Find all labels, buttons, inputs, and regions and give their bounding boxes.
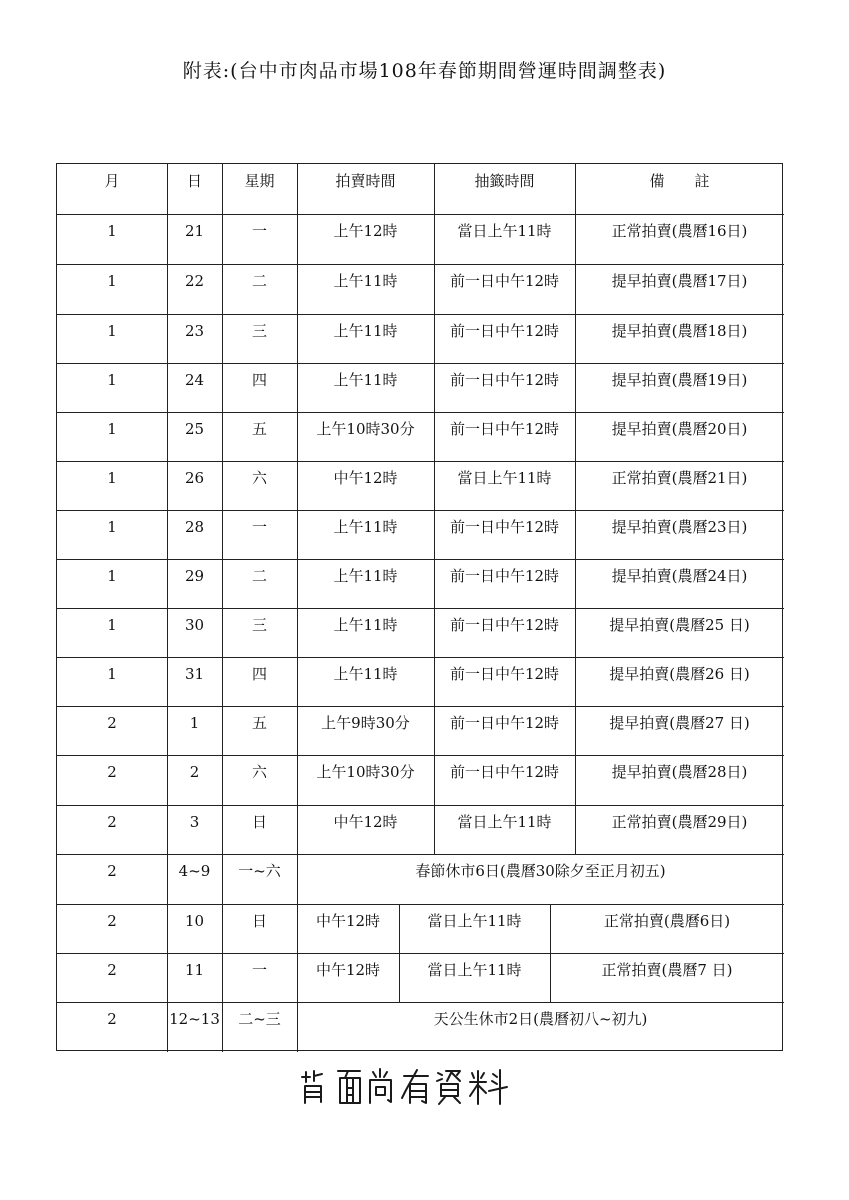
cell-day: 23 xyxy=(184,322,205,340)
cell-closure-note: 春節休市6日(農曆30除夕至正月初五) xyxy=(415,862,666,880)
cell-remark: 提早拍賣(農曆28日) xyxy=(611,763,748,781)
cell-day: 24 xyxy=(184,371,205,389)
cell-month: 2 xyxy=(107,912,117,930)
cell-day: 21 xyxy=(184,222,205,240)
schedule-table xyxy=(56,163,783,1051)
cell-weekday: 一 xyxy=(251,961,267,979)
cell-month: 1 xyxy=(107,371,117,389)
cell-draw-time: 前一日中午12時 xyxy=(449,272,560,290)
cell-remark: 提早拍賣(農曆20日) xyxy=(611,420,748,438)
cell-weekday: 六 xyxy=(251,763,267,781)
cell-weekday: 四 xyxy=(251,371,267,389)
cell-remark: 正常拍賣(農曆7 日) xyxy=(601,961,733,979)
cell-draw-time: 前一日中午12時 xyxy=(449,665,560,683)
cell-draw-time: 前一日中午12時 xyxy=(449,763,560,781)
cell-weekday: 三 xyxy=(251,322,267,340)
header-auction-time: 拍賣時間 xyxy=(335,172,396,190)
cell-draw-time: 當日上午11時 xyxy=(427,912,522,930)
cell-day: 12~13 xyxy=(169,1010,220,1028)
cell-weekday: 六 xyxy=(251,469,267,487)
cell-draw-time: 前一日中午12時 xyxy=(449,616,560,634)
cell-month: 2 xyxy=(107,714,117,732)
cell-draw-time: 當日上午11時 xyxy=(457,469,552,487)
cell-auction-time: 上午11時 xyxy=(333,665,398,683)
cell-month: 1 xyxy=(107,518,117,536)
cell-draw-time: 當日上午11時 xyxy=(457,813,552,831)
cell-month: 2 xyxy=(107,813,117,831)
cell-draw-time: 當日上午11時 xyxy=(427,961,522,979)
cell-auction-time: 上午11時 xyxy=(333,518,398,536)
cell-auction-time: 上午10時30分 xyxy=(316,763,415,781)
cell-remark: 正常拍賣(農曆29日) xyxy=(611,813,748,831)
cell-day: 2 xyxy=(189,763,200,781)
cell-month: 1 xyxy=(107,469,117,487)
cell-auction-time: 中午12時 xyxy=(333,813,398,831)
cell-weekday: 二~三 xyxy=(238,1010,281,1028)
header-month: 月 xyxy=(104,172,120,190)
cell-remark: 提早拍賣(農曆25 日) xyxy=(609,616,750,634)
cell-draw-time: 當日上午11時 xyxy=(457,222,552,240)
cell-weekday: 四 xyxy=(251,665,267,683)
cell-draw-time: 前一日中午12時 xyxy=(449,518,560,536)
cell-auction-time: 上午10時30分 xyxy=(316,420,415,438)
cell-remark: 提早拍賣(農曆18日) xyxy=(611,322,748,340)
cell-day: 22 xyxy=(184,272,205,290)
cell-auction-time: 上午9時30分 xyxy=(321,714,410,732)
header-weekday: 星期 xyxy=(244,172,275,190)
cell-month: 1 xyxy=(107,567,117,585)
cell-month: 1 xyxy=(107,322,117,340)
cell-day: 4~9 xyxy=(178,862,211,880)
handwritten-note xyxy=(300,1066,540,1106)
cell-auction-time: 上午12時 xyxy=(333,222,398,240)
cell-month: 2 xyxy=(107,862,117,880)
cell-remark: 正常拍賣(農曆21日) xyxy=(611,469,748,487)
cell-remark: 提早拍賣(農曆24日) xyxy=(611,567,748,585)
cell-month: 2 xyxy=(107,961,117,979)
cell-day: 1 xyxy=(189,714,200,732)
cell-month: 1 xyxy=(107,665,117,683)
cell-weekday: 三 xyxy=(251,616,267,634)
cell-auction-time: 上午11時 xyxy=(333,272,398,290)
cell-weekday: 二 xyxy=(251,272,267,290)
cell-weekday: 日 xyxy=(251,912,267,930)
cell-weekday: 一~六 xyxy=(238,862,281,880)
cell-month: 1 xyxy=(107,272,117,290)
cell-auction-time: 上午11時 xyxy=(333,616,398,634)
cell-auction-time: 上午11時 xyxy=(333,322,398,340)
cell-day: 26 xyxy=(184,469,205,487)
cell-weekday: 二 xyxy=(251,567,267,585)
cell-auction-time: 中午12時 xyxy=(315,961,381,979)
header-day: 日 xyxy=(186,172,202,190)
cell-day: 31 xyxy=(184,665,205,683)
cell-auction-time: 中午12時 xyxy=(315,912,381,930)
cell-month: 1 xyxy=(107,420,117,438)
header-remarks: 備 註 xyxy=(649,172,710,190)
document-title: 附表:(台中市肉品市場108年春節期間營運時間調整表) xyxy=(182,60,667,82)
cell-month: 2 xyxy=(107,763,117,781)
cell-draw-time: 前一日中午12時 xyxy=(449,371,560,389)
cell-remark: 提早拍賣(農曆17日) xyxy=(611,272,748,290)
cell-remark: 提早拍賣(農曆19日) xyxy=(611,371,748,389)
cell-day: 30 xyxy=(184,616,205,634)
cell-day: 25 xyxy=(184,420,205,438)
cell-day: 29 xyxy=(184,567,205,585)
cell-remark: 提早拍賣(農曆23日) xyxy=(611,518,748,536)
cell-weekday: 五 xyxy=(251,420,267,438)
cell-auction-time: 中午12時 xyxy=(333,469,398,487)
cell-day: 3 xyxy=(189,813,200,831)
cell-month: 1 xyxy=(107,222,117,240)
cell-remark: 提早拍賣(農曆27 日) xyxy=(609,714,750,732)
cell-day: 10 xyxy=(184,912,205,930)
cell-remark: 提早拍賣(農曆26 日) xyxy=(609,665,750,683)
cell-weekday: 一 xyxy=(251,222,267,240)
cell-weekday: 五 xyxy=(251,714,267,732)
cell-remark: 正常拍賣(農曆6日) xyxy=(603,912,731,930)
cell-weekday: 一 xyxy=(251,518,267,536)
cell-day: 11 xyxy=(184,961,205,979)
cell-draw-time: 前一日中午12時 xyxy=(449,567,560,585)
cell-month: 2 xyxy=(107,1010,117,1028)
cell-auction-time: 上午11時 xyxy=(333,567,398,585)
header-draw-time: 抽籤時間 xyxy=(474,172,535,190)
cell-weekday: 日 xyxy=(251,813,267,831)
cell-month: 1 xyxy=(107,616,117,634)
cell-draw-time: 前一日中午12時 xyxy=(449,714,560,732)
cell-closure-note: 天公生休市2日(農曆初八~初九) xyxy=(433,1010,648,1028)
cell-remark: 正常拍賣(農曆16日) xyxy=(611,222,748,240)
cell-draw-time: 前一日中午12時 xyxy=(449,420,560,438)
cell-auction-time: 上午11時 xyxy=(333,371,398,389)
cell-day: 28 xyxy=(184,518,205,536)
cell-draw-time: 前一日中午12時 xyxy=(449,322,560,340)
handwritten-note-image xyxy=(300,1066,540,1106)
